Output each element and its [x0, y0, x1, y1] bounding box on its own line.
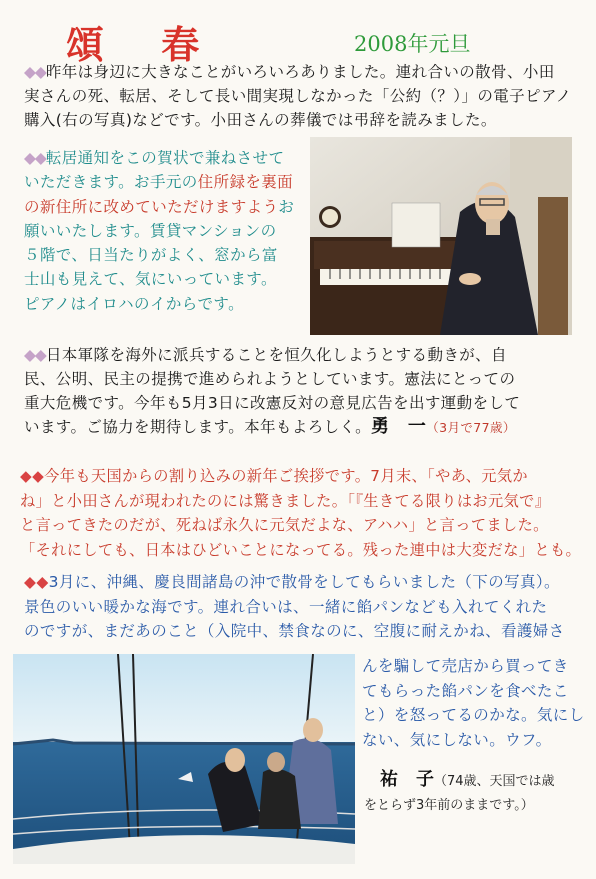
paragraph-2-line-2: いただきます。お手元の住所録を裏面: [24, 173, 294, 192]
paragraph-2-line-4: 願いいたします。賃貸マンションの: [24, 221, 277, 240]
paragraph-5-continued: [362, 654, 588, 752]
paragraph-1-line-1: ◆◆昨年は身辺に大きなことがいろいろありました。連れ合いの散骨、小田: [24, 63, 555, 81]
piano-photo: [310, 137, 572, 335]
paragraph-4-line-1: ◆◆今年も天国からの割り込みの新年ご挨拶です。7月末、「やあ、元気か: [20, 467, 529, 485]
paragraph-3-line-3: 重大危機です。今年も5月3日に改憲反対の意見広告を出す運動をして: [24, 394, 521, 412]
paragraph-1: [24, 60, 584, 132]
diamond-marker-icon: ◆◆: [24, 573, 49, 591]
paragraph-3-line-2: 民、公明、民主の提携で進められようとしています。憲法にとっての: [24, 370, 516, 388]
diamond-marker-icon: ◆◆: [24, 63, 46, 81]
paragraph-5: [24, 570, 588, 644]
paragraph-3-line-1: ◆◆日本軍隊を海外に派兵することを恒久化しようとする動きが、自: [24, 346, 507, 364]
paragraph-4-line-2: ね」と小田さんが現われたのには驚きました。「『生きてる限りはお元気で』: [20, 491, 551, 510]
paragraph-2-line-7: ピアノはイロハのイからです。: [24, 294, 244, 313]
diamond-marker-icon: ◆◆: [24, 149, 46, 167]
paragraph-2-line-6: 士山も見えて、気にいっています。: [24, 270, 277, 289]
paragraph-4-line-3: と言ってきたのだが、死ねば永久に元気だよな、アハハ」と言ってました。: [20, 516, 549, 534]
paragraph-5-line-5: てもらった餡パンを食べたこ: [362, 681, 569, 700]
paragraph-3-line-4: います。ご協力を期待します。本年もよろしく。勇 一（3月で77歳）: [24, 416, 516, 437]
paragraph-5-line-6: と）を怒ってるのかな。気にし: [362, 706, 585, 725]
paragraph-5-line-7: ない、気にしない。ウフ。: [362, 730, 552, 749]
card-date: 2008年元旦: [354, 32, 471, 56]
signature-yuichi: 勇 一: [371, 416, 427, 437]
signature-block: 祐 子（74歳、天国では歳 をとらず3年前のままです。）: [364, 769, 555, 813]
paragraph-2: [24, 146, 314, 316]
paragraph-4-line-4: 「それにしても、日本はひどいことになってる。残った連中は大変だな」とも。: [20, 540, 582, 559]
paragraph-1-line-3: 購入(右の写真)などです。小田さんの葬儀では弔辞を読みました。: [24, 111, 497, 129]
paragraph-2-line-1: ◆◆転居通知をこの賀状で兼ねさせて: [24, 149, 285, 167]
diamond-marker-icon: ◆◆: [20, 467, 45, 485]
card-title: 頌 春: [66, 22, 222, 67]
signature-note: （3月で77歳）: [426, 420, 516, 435]
signature-yuko: 祐 子: [380, 769, 434, 790]
paragraph-2-line-3: の新住所に改めていただけますようお: [24, 197, 295, 216]
paragraph-4: [20, 464, 588, 562]
paragraph-5-line-1: ◆◆3月に、沖縄、慶良間諸島の沖で散骨をしてもらいました（下の写真）。: [24, 573, 560, 591]
paragraph-3: [24, 343, 588, 440]
paragraph-5-line-3: のですが、まだあのこと（入院中、禁食なのに、空腹に耐えかね、看護婦さ: [24, 622, 565, 641]
paragraph-1-line-2: 実さんの死、転居、そして長い間実現しなかった「公約（？）」の電子ピアノ: [24, 87, 572, 105]
paragraph-5-line-2: 景色のいい暖かな海です。連れ合いは、一緒に餡パンなども入れてくれた: [24, 597, 548, 616]
diamond-marker-icon: ◆◆: [24, 346, 46, 364]
sea-scattering-photo: [13, 654, 355, 864]
paragraph-2-line-5: ５階で、日当たりがよく、窓から富: [24, 246, 278, 265]
paragraph-5-line-4: んを騙して売店から買ってき: [362, 657, 569, 675]
